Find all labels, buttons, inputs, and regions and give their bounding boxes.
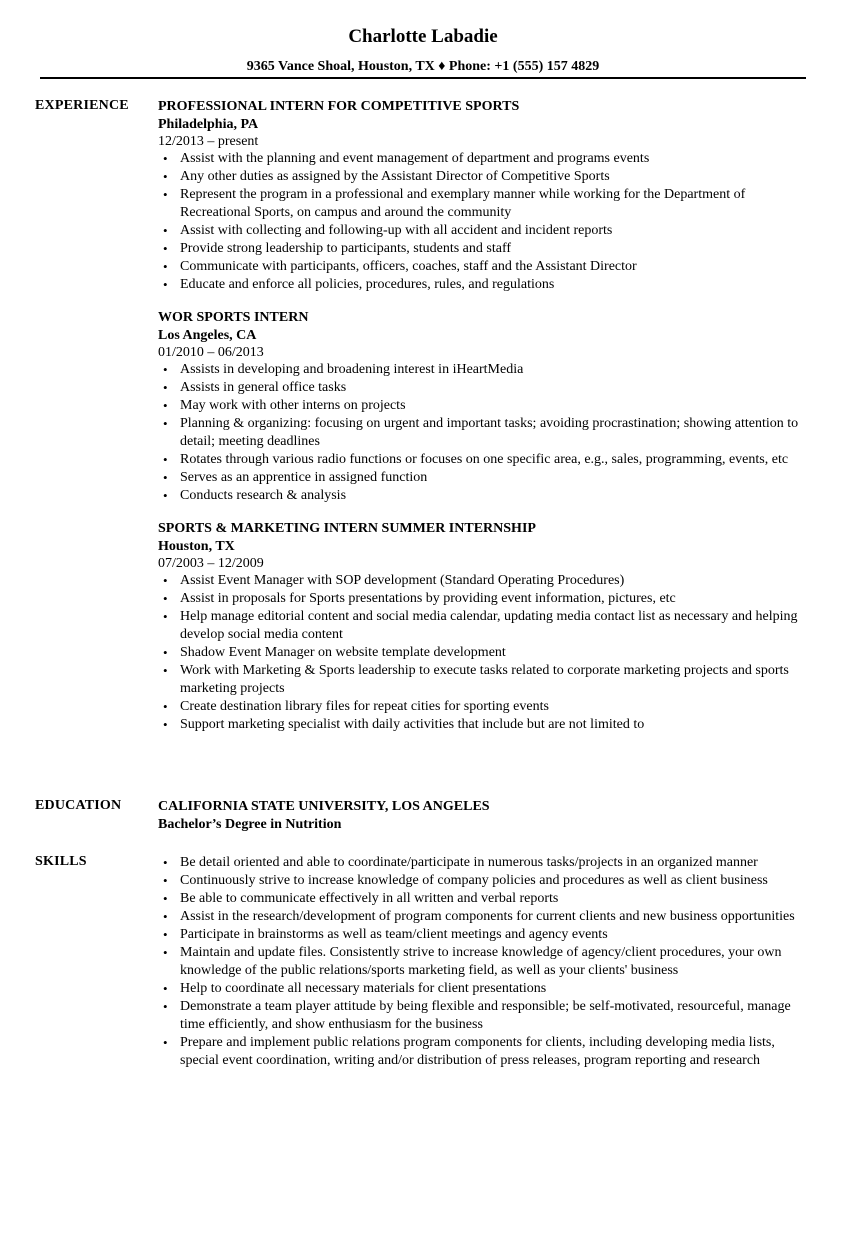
- job-bullets: [158, 361, 813, 505]
- bullet-item: • Shadow Event Manager on website template development: [158, 644, 813, 662]
- bullet-item: • Work with Marketing & Sports leadership to execute tasks related to corporate marketing projects and sports marketing projects: [158, 662, 813, 698]
- bullet-item: • Communicate with participants, officers, coaches, staff and the Assistant Director: [158, 258, 813, 276]
- bullet-item: • Assists in developing and broadening interest in iHeartMedia: [158, 361, 813, 379]
- section-heading-skills: SKILLS: [35, 854, 87, 869]
- contact-line: 9365 Vance Shoal, Houston, TX ♦ Phone: +1 (555) 157 4829: [246, 59, 600, 74]
- header-divider: [40, 77, 806, 79]
- job-dates: 01/2010 – 06/2013: [158, 345, 264, 360]
- bullet-item: • Any other duties as assigned by the Assistant Director of Competitive Sports: [158, 168, 813, 186]
- degree: Bachelor’s Degree in Nutrition: [158, 817, 342, 832]
- job-entry: [158, 520, 813, 734]
- skill-item: • Maintain and update files. Consistently strive to increase knowledge of agency/client procedures, your own knowledge of the public relations/sports marketing field, as well as your clients' business: [158, 944, 813, 980]
- bullet-item: • Assist in proposals for Sports presentations by providing event information, pictures, etc: [158, 590, 813, 608]
- bullet-item: • Serves as an apprentice in assigned function: [158, 469, 813, 487]
- bullet-item: • Planning & organizing: focusing on urgent and important tasks; avoiding procrastination; showing attention to detail; meeting deadlines: [158, 415, 813, 451]
- job-title: WOR SPORTS INTERN: [158, 310, 309, 325]
- bullet-item: • Represent the program in a professional and exemplary manner while working for the Department of Recreational Sports, on campus and around the community: [158, 186, 813, 222]
- job-location: Los Angeles, CA: [158, 328, 257, 343]
- job-bullets: [158, 150, 813, 294]
- skill-item: • Prepare and implement public relations program components for clients, including developing media lists, special event coordination, writing and/or distribution of press releases, program reporting and research: [158, 1034, 813, 1070]
- bullet-item: • Provide strong leadership to participants, students and staff: [158, 240, 813, 258]
- bullet-item: • Conducts research & analysis: [158, 487, 813, 505]
- bullet-item: • Support marketing specialist with daily activities that include but are not limited to: [158, 716, 813, 734]
- section-heading-education: EDUCATION: [35, 798, 122, 813]
- skill-item: • Continuously strive to increase knowledge of company policies and procedures as well as client business: [158, 872, 813, 890]
- skills-list: [158, 854, 813, 1070]
- bullet-item: • Assists in general office tasks: [158, 379, 813, 397]
- bullet-item: • May work with other interns on projects: [158, 397, 813, 415]
- job-entry: [158, 98, 813, 294]
- bullet-item: • Assist with collecting and following-up with all accident and incident reports: [158, 222, 813, 240]
- bullet-item: • Create destination library files for repeat cities for sporting events: [158, 698, 813, 716]
- job-location: Houston, TX: [158, 539, 235, 554]
- bullet-item: • Rotates through various radio functions or focuses on one specific area, e.g., sales, programming, events, etc: [158, 451, 813, 469]
- school-name: CALIFORNIA STATE UNIVERSITY, LOS ANGELES: [158, 799, 490, 814]
- section-heading-experience: EXPERIENCE: [35, 98, 129, 113]
- skill-item: • Assist in the research/development of program components for current clients and new business opportunities: [158, 908, 813, 926]
- skill-item: • Participate in brainstorms as well as team/client meetings and agency events: [158, 926, 813, 944]
- job-dates: 12/2013 – present: [158, 134, 259, 149]
- job-entry: [158, 309, 813, 505]
- skill-item: • Demonstrate a team player attitude by being flexible and responsible; be self-motivated, resourceful, manage time efficiently, and show enthusiasm for the business: [158, 998, 813, 1034]
- candidate-name: Charlotte Labadie: [348, 26, 498, 47]
- bullet-item: • Educate and enforce all policies, procedures, rules, and regulations: [158, 276, 813, 294]
- bullet-item: • Assist with the planning and event management of department and programs events: [158, 150, 813, 168]
- job-location: Philadelphia, PA: [158, 117, 259, 132]
- job-bullets: [158, 572, 813, 734]
- job-title: SPORTS & MARKETING INTERN SUMMER INTERNSHIP: [158, 521, 536, 536]
- skill-item: • Be able to communicate effectively in all written and verbal reports: [158, 890, 813, 908]
- job-dates: 07/2003 – 12/2009: [158, 556, 264, 571]
- skill-item: • Help to coordinate all necessary materials for client presentations: [158, 980, 813, 998]
- job-title: PROFESSIONAL INTERN FOR COMPETITIVE SPORTS: [158, 99, 520, 114]
- bullet-item: • Assist Event Manager with SOP development (Standard Operating Procedures): [158, 572, 813, 590]
- bullet-item: • Help manage editorial content and social media calendar, updating media contact list as necessary and helping develop social media content: [158, 608, 813, 644]
- skill-item: • Be detail oriented and able to coordinate/participate in numerous tasks/projects in an organized manner: [158, 854, 813, 872]
